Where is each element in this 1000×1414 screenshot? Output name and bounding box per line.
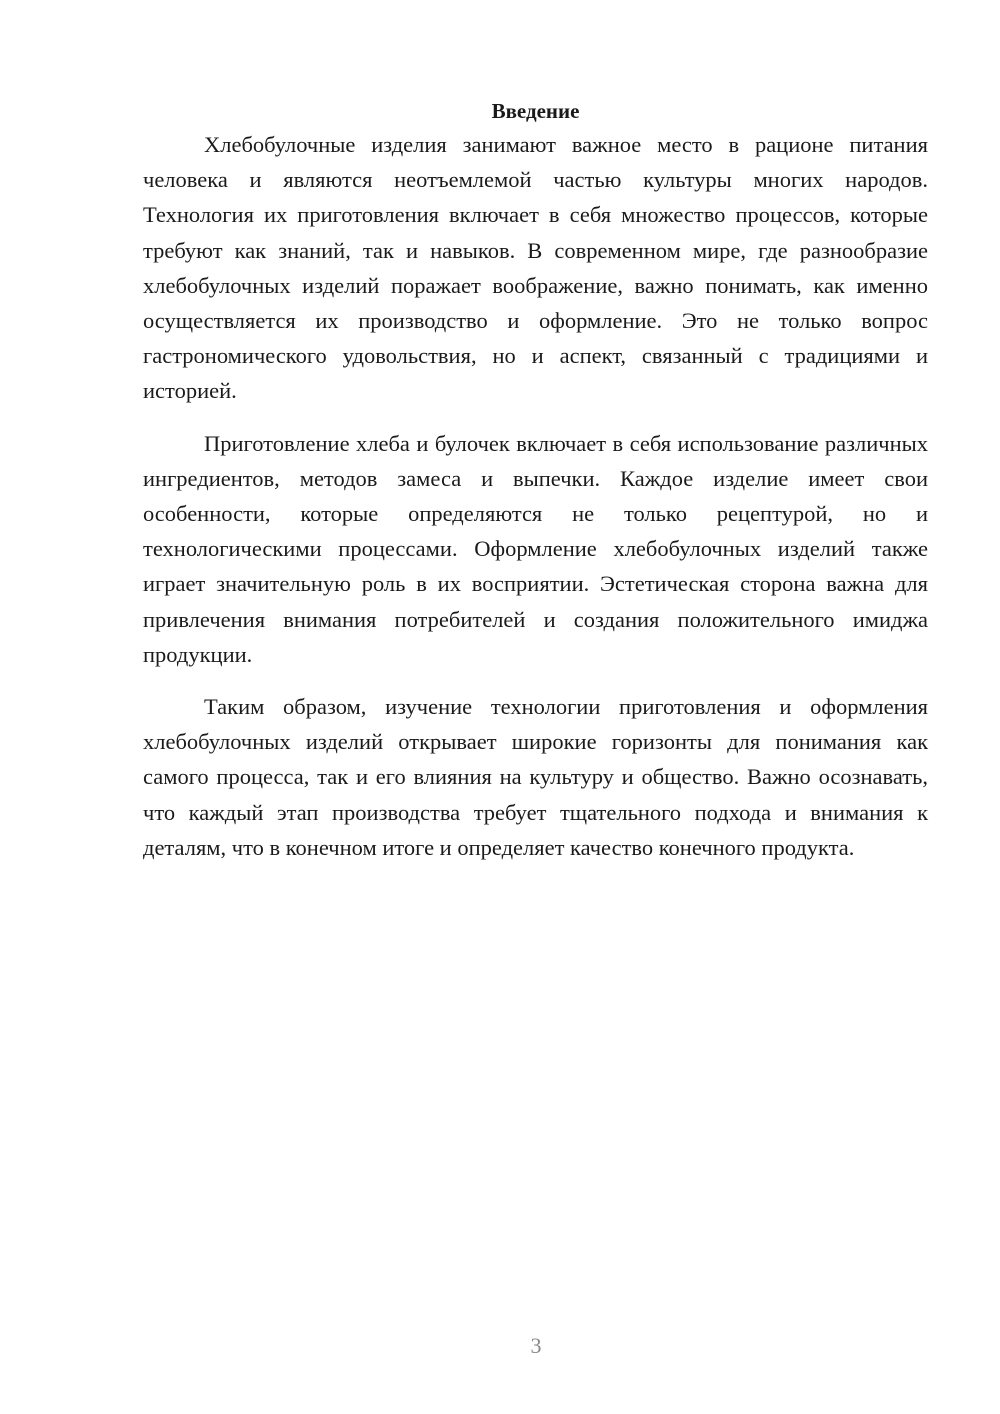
paragraph-3: Таким образом, изучение технологии приготовления и оформления хлебобулочных изделий открывает широкие горизонты для понимания как самого процесса, так и его влияния на культуру и общество. Важно осознавать, что каждый этап производства требует тщательного подхода и внимания к деталям, что в конечном итоге и определяет качество конечного продукта. (143, 694, 928, 860)
section-heading: Введение (491, 99, 580, 123)
paragraph-2: Приготовление хлеба и булочек включает в себя использование различных ингредиентов, методов замеса и выпечки. Каждое изделие имеет свои особенности, которые определяются не только рецептурой, но и технологическими процессами. Оформление хлебобулочных изделий также играет значительную роль в их восприятии. Эстетическая сторона важна для привлечения внимания потребителей и создания положительного имиджа продукции. (143, 430, 928, 667)
paragraph-1: Хлебобулочные изделия занимают важное место в рационе питания человека и являются неотъемлемой частью культуры многих народов. Технология их приготовления включает в себя множество процессов, которые требуют как знаний, так и навыков. В современном мире, где разнообразие хлебобулочных изделий поражает воображение, важно понимать, как именно осуществляется их производство и оформление. Это не только вопрос гастрономического удовольствия, но и аспект, связанный с традициями и историей. (143, 132, 928, 404)
page-number: 3 (530, 1333, 542, 1358)
page-body (143, 96, 928, 882)
